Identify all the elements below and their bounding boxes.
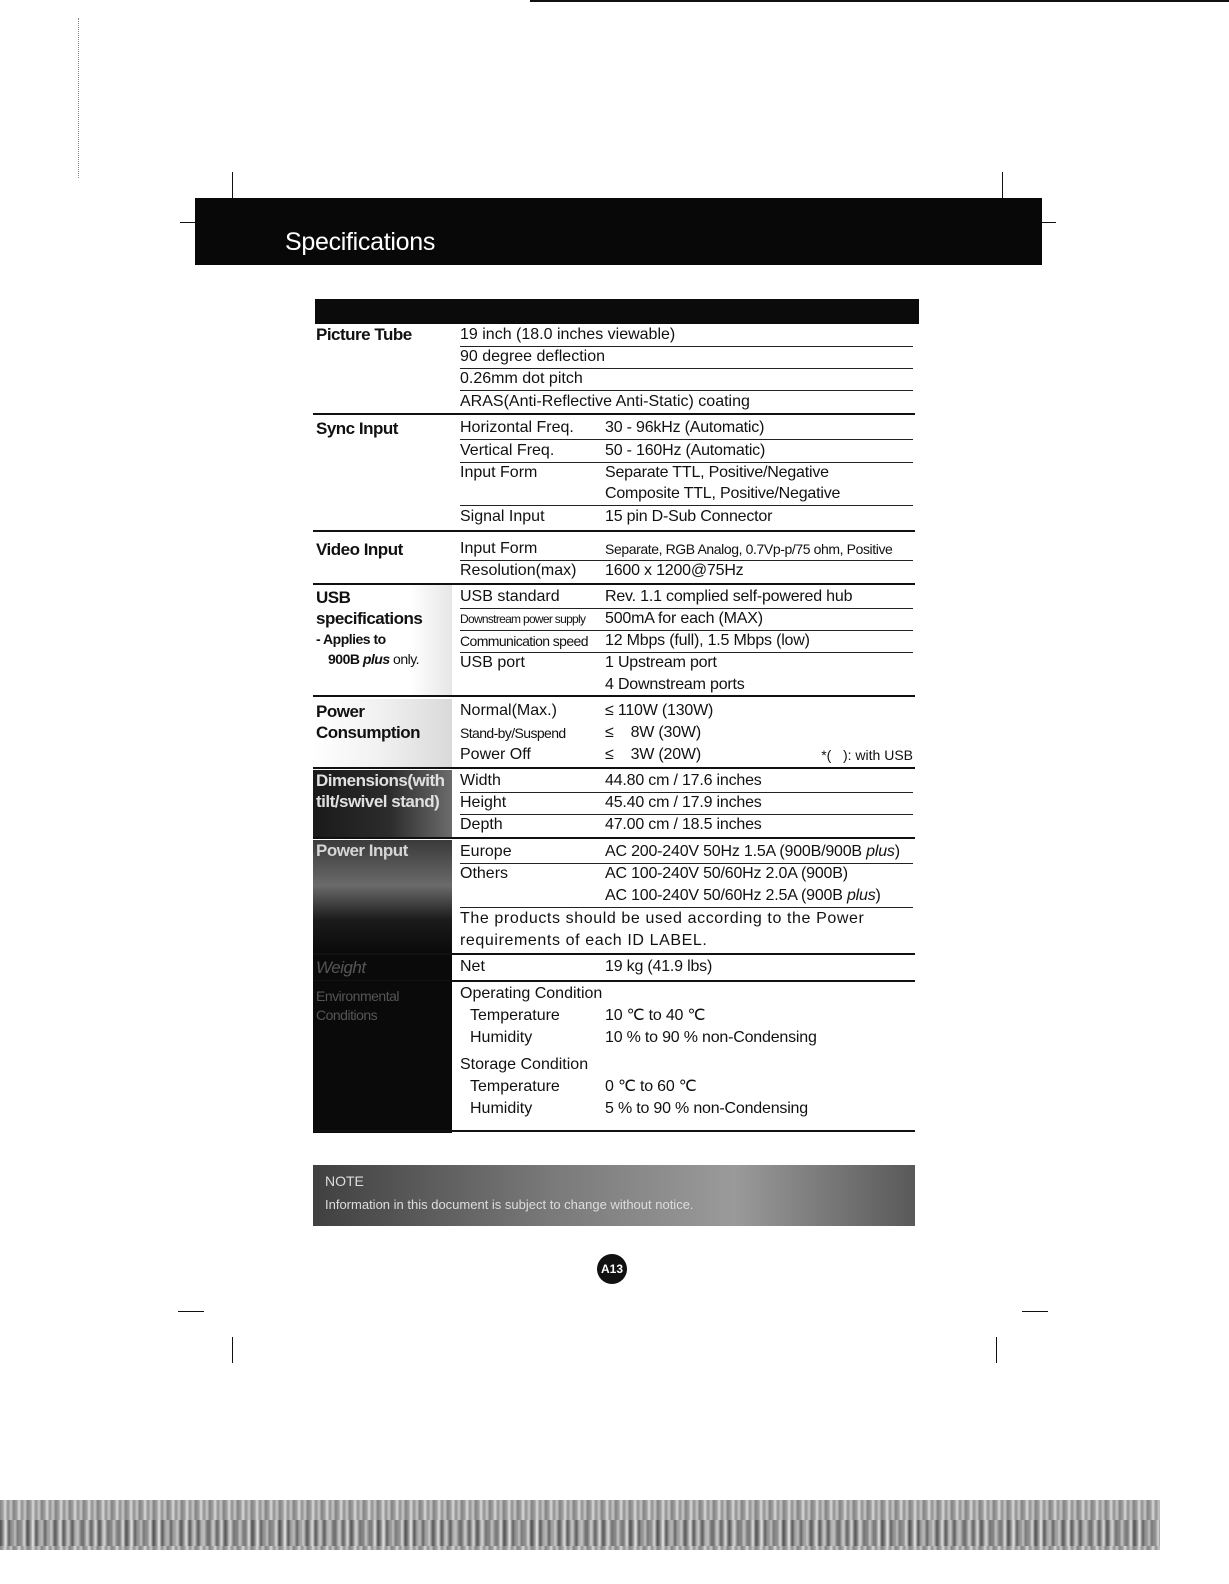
condition-heading: Storage Condition <box>460 1056 589 1073</box>
section-weight <box>313 955 915 981</box>
section-label: Sync Input <box>316 419 398 438</box>
section-divider <box>313 530 915 532</box>
section-dimensions <box>313 770 915 838</box>
spec-value: 1600 x 1200@75Hz <box>605 562 744 579</box>
spec-value: 1 Upstream port <box>605 654 717 671</box>
spec-key: USB standard <box>460 588 560 605</box>
section-divider <box>313 695 915 697</box>
spec-value: 50 - 160Hz (Automatic) <box>605 442 766 459</box>
spec-key: Signal Input <box>460 508 545 525</box>
condition-heading: Operating Condition <box>460 985 603 1002</box>
spec-value: Composite TTL, Positive/Negative <box>605 485 841 502</box>
label-line: Consumption <box>316 723 421 742</box>
spec-value: Rev. 1.1 complied self-powered hub <box>605 588 853 605</box>
table-header-bar <box>315 299 919 324</box>
spec-value: 47.00 cm / 18.5 inches <box>605 816 762 833</box>
section-label <box>313 699 452 769</box>
spec-value: 10 ℃ to 40 ℃ <box>605 1007 706 1024</box>
label-line: specifications <box>316 609 423 628</box>
note-title: NOTE <box>325 1173 364 1189</box>
spec-value: 90 degree deflection <box>460 348 605 365</box>
spec-key: Communication speed <box>460 633 588 649</box>
section-environmental <box>313 981 915 1133</box>
spec-value: 19 inch (18.0 inches viewable) <box>460 326 676 343</box>
crop-mark <box>178 1311 204 1312</box>
section-divider <box>313 837 915 839</box>
spec-value: 5 % to 90 % non-Condensing <box>605 1100 808 1117</box>
top-edge-line <box>530 0 1229 2</box>
section-video-input <box>313 537 915 585</box>
spec-value: 12 Mbps (full), 1.5 Mbps (low) <box>605 632 810 649</box>
section-label: Weight <box>313 955 452 981</box>
section-power-input <box>313 840 915 954</box>
label-line: Environmental <box>316 988 399 1004</box>
spec-value: 10 % to 90 % non-Condensing <box>605 1029 817 1046</box>
spec-value: AC 100-240V 50/60Hz 2.0A (900B) <box>605 865 848 882</box>
spec-key: Vertical Freq. <box>460 442 555 459</box>
crop-mark <box>232 172 233 198</box>
label-line: Power <box>316 702 365 721</box>
spec-key: Temperature <box>470 1007 560 1024</box>
spec-key: Net <box>460 958 485 975</box>
spec-key: Others <box>460 865 509 882</box>
spec-key: Power Off <box>460 746 531 763</box>
spec-value: ≤ 110W (130W) <box>605 702 714 719</box>
section-label <box>313 585 452 697</box>
spec-value: 45.40 cm / 17.9 inches <box>605 794 762 811</box>
crop-mark <box>996 1337 997 1363</box>
spec-key: Europe <box>460 843 512 860</box>
spec-value: 0.26mm dot pitch <box>460 370 583 387</box>
power-notice: The products should be used according to the Power requirements of each ID LABEL. <box>460 910 865 949</box>
section-label <box>313 770 452 838</box>
spec-value: AC 200-240V 50Hz 1.5A (900B/900B plus) <box>605 843 900 860</box>
section-divider <box>313 413 915 415</box>
header-bar <box>195 198 1042 265</box>
label-line: 900B plus only. <box>328 651 420 667</box>
spec-key: Input Form <box>460 540 538 557</box>
label-line: USB <box>316 588 351 607</box>
section-sync-input <box>313 416 915 532</box>
spec-value: 15 pin D-Sub Connector <box>605 508 773 525</box>
spec-value: 500mA for each (MAX) <box>605 610 763 627</box>
label-line: Conditions <box>316 1007 378 1023</box>
spec-key: USB port <box>460 654 525 671</box>
section-usb <box>313 585 915 697</box>
section-label <box>313 981 452 1133</box>
spec-key: Humidity <box>470 1100 533 1117</box>
crop-mark <box>1042 222 1056 223</box>
spec-value: AC 100-240V 50/60Hz 2.5A (900B plus) <box>605 887 881 904</box>
note-box <box>313 1165 915 1226</box>
label-line: tilt/swivel stand) <box>316 792 440 811</box>
left-margin-line <box>78 18 80 178</box>
spec-value: 30 - 96kHz (Automatic) <box>605 419 765 436</box>
spec-value: Separate TTL, Positive/Negative <box>605 464 829 481</box>
spec-value: ARAS(Anti-Reflective Anti-Static) coating <box>460 393 750 410</box>
section-label: Video Input <box>316 540 403 559</box>
usb-footnote: *( ): with USB <box>821 747 913 763</box>
spec-key: Depth <box>460 816 503 833</box>
spec-key: Downstream power supply <box>460 612 586 626</box>
spec-value: ≤ 8W (30W) <box>605 724 701 741</box>
spec-key: Horizontal Freq. <box>460 419 574 436</box>
scan-noise <box>0 1520 1160 1546</box>
page-title: Specifications <box>285 228 436 256</box>
spec-value: 19 kg (41.9 lbs) <box>605 958 713 975</box>
note-text: Information in this document is subject to change without notice. <box>325 1197 694 1212</box>
spec-value: ≤ 3W (20W) <box>605 746 701 763</box>
crop-mark <box>1022 1311 1048 1312</box>
section-power-consumption <box>313 699 915 769</box>
spec-key: Humidity <box>470 1029 533 1046</box>
spec-key: Temperature <box>470 1078 560 1095</box>
spec-key: Normal(Max.) <box>460 702 557 719</box>
crop-mark <box>1002 172 1003 198</box>
section-picture-tube <box>313 324 915 415</box>
spec-key: Height <box>460 794 507 811</box>
section-label: Picture Tube <box>316 325 412 344</box>
spec-value: 44.80 cm / 17.6 inches <box>605 772 762 789</box>
spec-key: Stand-by/Suspend <box>460 725 566 741</box>
spec-value: 4 Downstream ports <box>605 676 745 693</box>
section-divider <box>313 767 915 769</box>
section-divider <box>313 1130 915 1132</box>
spec-key: Resolution(max) <box>460 562 577 579</box>
label-line: Dimensions(with <box>316 771 445 790</box>
label-line: - Applies to <box>316 631 386 647</box>
page-number-badge: A13 <box>597 1254 627 1284</box>
section-label: Power Input <box>313 840 452 954</box>
crop-mark <box>180 222 195 223</box>
spec-value: 0 ℃ to 60 ℃ <box>605 1078 697 1095</box>
spec-key: Width <box>460 772 501 789</box>
crop-mark <box>232 1337 233 1363</box>
spec-value: Separate, RGB Analog, 0.7Vp-p/75 ohm, Positive <box>605 541 893 557</box>
spec-key: Input Form <box>460 464 538 481</box>
